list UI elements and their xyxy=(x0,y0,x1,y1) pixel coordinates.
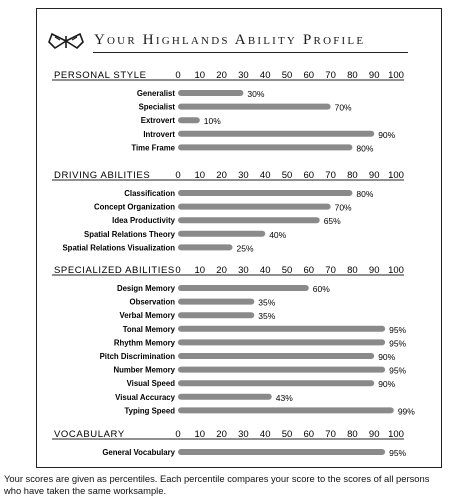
row-label: Spatial Relations Visualization xyxy=(62,243,175,253)
value-label: 80% xyxy=(356,143,374,154)
tick-label: 10 xyxy=(194,70,206,81)
bar xyxy=(178,299,254,305)
footnote: Your scores are given as percentiles. Each percentile compares your score to the scores of all persons who have taken the same worksample. xyxy=(4,473,430,496)
personal-style-title: PERSONAL STYLE xyxy=(54,70,147,81)
row-label: Observation xyxy=(129,297,175,307)
bar xyxy=(178,285,309,291)
bar xyxy=(178,217,320,223)
tick-label: 50 xyxy=(281,170,293,181)
value-label: 95% xyxy=(389,338,407,349)
row-label: Specialist xyxy=(138,102,175,112)
bar xyxy=(178,353,374,359)
tick-label: 70 xyxy=(325,170,336,181)
value-label: 35% xyxy=(258,311,276,322)
value-label: 80% xyxy=(356,189,374,199)
tick-label: 100 xyxy=(388,265,404,276)
row-label: Idea Productivity xyxy=(112,216,175,226)
row-label: Time Frame xyxy=(131,143,175,153)
tick-label: 100 xyxy=(388,170,404,181)
tick-label: 70 xyxy=(325,429,336,440)
tick-label: 0 xyxy=(175,265,181,276)
tick-label: 20 xyxy=(216,170,227,181)
tick-label: 50 xyxy=(281,265,293,276)
tick-label: 100 xyxy=(388,429,404,440)
specialized-abilities-title: SPECIALIZED ABILITIES xyxy=(54,265,175,276)
value-label: 30% xyxy=(247,89,265,99)
bar xyxy=(178,326,385,332)
row-label: Rhythm Memory xyxy=(113,338,175,348)
bar xyxy=(178,407,394,413)
value-label: 65% xyxy=(323,216,341,227)
value-label: 40% xyxy=(269,229,287,240)
bar xyxy=(178,231,265,237)
tick-label: 60 xyxy=(303,170,315,181)
tick-label: 10 xyxy=(194,265,206,276)
row-label: Classification xyxy=(124,189,175,198)
tick-label: 80 xyxy=(347,70,358,81)
value-label: 35% xyxy=(258,297,276,308)
row-label: General Vocabulary xyxy=(102,448,175,457)
tick-label: 40 xyxy=(259,70,271,81)
row-label: Design Memory xyxy=(116,284,175,293)
tick-label: 90 xyxy=(368,265,380,276)
tick-label: 30 xyxy=(238,170,249,181)
bar xyxy=(178,204,331,210)
tick-label: 90 xyxy=(368,429,380,440)
bar xyxy=(178,90,243,96)
tick-label: 100 xyxy=(388,70,404,81)
bar xyxy=(178,339,385,345)
value-label: 90% xyxy=(378,379,396,390)
bar xyxy=(178,312,254,318)
row-label: Spatial Relations Theory xyxy=(84,229,175,239)
driving-abilities-title: DRIVING ABILITIES xyxy=(54,170,151,181)
tick-label: 70 xyxy=(325,70,336,81)
row-label: Generalist xyxy=(136,89,175,98)
tick-label: 0 xyxy=(175,429,181,440)
bar xyxy=(178,104,331,110)
bar xyxy=(178,117,200,123)
value-label: 43% xyxy=(275,392,293,403)
tick-label: 0 xyxy=(175,70,181,81)
row-label: Verbal Memory xyxy=(119,311,175,321)
value-label: 70% xyxy=(334,202,352,213)
tick-label: 30 xyxy=(238,429,249,440)
value-label: 95% xyxy=(389,448,407,458)
bar xyxy=(178,394,272,400)
value-label: 99% xyxy=(397,406,415,417)
row-label: Pitch Discrimination xyxy=(99,352,175,361)
bar xyxy=(178,380,374,386)
tick-label: 80 xyxy=(347,265,358,276)
tick-label: 30 xyxy=(238,70,249,81)
tick-label: 20 xyxy=(216,70,227,81)
tick-label: 80 xyxy=(347,429,358,440)
tick-label: 40 xyxy=(259,265,271,276)
value-label: 90% xyxy=(378,352,396,362)
row-label: Visual Accuracy xyxy=(115,392,175,402)
value-label: 95% xyxy=(389,324,407,335)
tick-label: 30 xyxy=(238,265,249,276)
vocabulary-title: VOCABULARY xyxy=(54,429,125,440)
bar xyxy=(178,449,385,455)
value-label: 95% xyxy=(389,365,407,376)
row-label: Tonal Memory xyxy=(122,324,175,334)
tick-label: 50 xyxy=(281,70,293,81)
bar xyxy=(178,367,385,373)
tick-label: 10 xyxy=(194,429,206,440)
page-title: Your Highlands Ability Profile xyxy=(94,32,366,48)
tick-label: 60 xyxy=(303,70,315,81)
tick-label: 50 xyxy=(281,429,293,440)
row-label: Typing Speed xyxy=(124,406,175,416)
row-label: Extrovert xyxy=(140,116,175,126)
row-label: Visual Speed xyxy=(126,379,175,389)
tick-label: 90 xyxy=(368,170,380,181)
value-label: 90% xyxy=(378,129,396,140)
tick-label: 10 xyxy=(194,170,206,181)
bar xyxy=(178,144,352,150)
tick-label: 90 xyxy=(368,70,380,81)
value-label: 10% xyxy=(203,116,221,127)
tick-label: 40 xyxy=(259,170,271,181)
bar xyxy=(178,190,352,196)
tick-label: 80 xyxy=(347,170,358,181)
value-label: 70% xyxy=(334,102,352,113)
tick-label: 0 xyxy=(175,170,181,181)
row-label: Introvert xyxy=(143,129,175,139)
value-label: 25% xyxy=(236,243,254,254)
bar xyxy=(178,244,233,250)
tick-label: 60 xyxy=(303,429,315,440)
bar xyxy=(178,131,374,137)
row-label: Number Memory xyxy=(113,365,175,375)
tick-label: 20 xyxy=(216,429,227,440)
tick-label: 70 xyxy=(325,265,336,276)
row-label: Concept Organization xyxy=(93,202,175,212)
value-label: 60% xyxy=(312,284,330,294)
tick-label: 20 xyxy=(216,265,227,276)
tick-label: 60 xyxy=(303,265,315,276)
tick-label: 40 xyxy=(259,429,271,440)
